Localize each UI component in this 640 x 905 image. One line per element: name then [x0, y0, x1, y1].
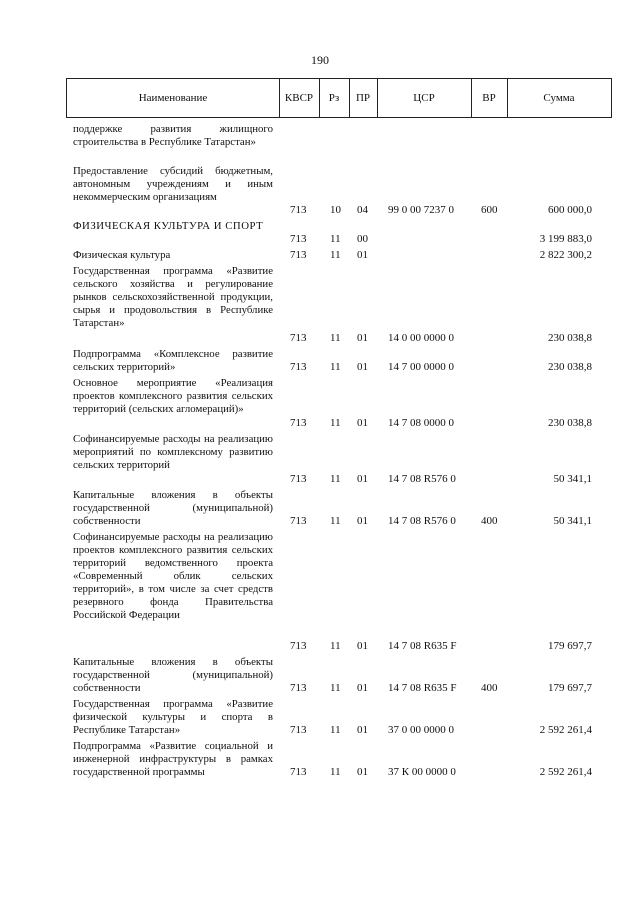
row-sum: 179 697,7 — [548, 682, 592, 694]
row-name: Предоставление субсидий бюджетным, автономным учреждениям и иным некоммерческим организациям — [73, 165, 273, 203]
row-pr: 01 — [357, 640, 368, 652]
header-csr: ЦСР — [377, 79, 472, 117]
row-name: Капитальные вложения в объекты государственной (муниципальной) собственности — [73, 489, 273, 527]
row-rz: 10 — [330, 204, 341, 216]
row-rz: 11 — [330, 682, 341, 694]
row-csr: 14 7 08 R576 0 — [388, 473, 456, 485]
row-vr: 400 — [481, 682, 498, 694]
header-kvsr: КВСР — [279, 79, 320, 117]
row-name: Капитальные вложения в объекты государственной (муниципальной) собственности — [73, 656, 273, 694]
row-pr: 01 — [357, 682, 368, 694]
header-name: Наименование — [67, 79, 280, 117]
row-sum: 2 592 261,4 — [539, 766, 592, 778]
row-rz: 11 — [330, 515, 341, 527]
row-sum: 230 038,8 — [548, 417, 592, 429]
row-pr: 01 — [357, 473, 368, 485]
row-kvsr: 713 — [290, 766, 307, 778]
row-csr: 14 7 08 R576 0 — [388, 515, 456, 527]
row-sum: 50 341,1 — [553, 473, 592, 485]
header-sum: Сумма — [543, 92, 575, 104]
row-kvsr: 713 — [290, 417, 307, 429]
row-name: ФИЗИЧЕСКАЯ КУЛЬТУРА И СПОРТ — [73, 220, 264, 232]
row-vr: 600 — [481, 204, 498, 216]
header-vr: ВР — [471, 79, 508, 117]
row-pr: 00 — [357, 233, 368, 245]
row-sum: 3 199 883,0 — [539, 233, 592, 245]
row-rz: 11 — [330, 473, 341, 485]
row-rz: 11 — [330, 249, 341, 261]
row-name: поддержке развития жилищного строительства в Республике Татарстан» — [73, 123, 273, 148]
row-rz: 11 — [330, 233, 341, 245]
row-name: Государственная программа «Развитие сельского хозяйства и регулирование рынков сельскохозяйственной продукции, сырья и продовольствия в Республике Татарстан» — [73, 265, 273, 329]
row-kvsr: 713 — [290, 724, 307, 736]
row-csr: 37 К 00 0000 0 — [388, 766, 456, 778]
row-kvsr: 713 — [290, 332, 307, 344]
row-kvsr: 713 — [290, 361, 307, 373]
row-csr: 14 7 08 R635 F — [388, 640, 457, 652]
row-name: Государственная программа «Развитие физической культуры и спорта в Республике Татарстан» — [73, 698, 273, 736]
row-sum: 2 592 261,4 — [539, 724, 592, 736]
row-rz: 11 — [330, 766, 341, 778]
row-name: Физическая культура — [73, 249, 171, 261]
row-rz: 11 — [330, 640, 341, 652]
row-kvsr: 713 — [290, 473, 307, 485]
row-kvsr: 713 — [290, 233, 307, 245]
row-csr: 14 7 00 0000 0 — [388, 361, 454, 373]
row-csr: 37 0 00 0000 0 — [388, 724, 454, 736]
header-pr: ПР — [349, 79, 378, 117]
row-csr: 99 0 00 7237 0 — [388, 204, 454, 216]
row-sum: 230 038,8 — [548, 332, 592, 344]
header-rz: Рз — [319, 79, 350, 117]
row-kvsr: 713 — [290, 515, 307, 527]
row-rz: 11 — [330, 417, 341, 429]
row-name: Подпрограмма «Комплексное развитие сельских территорий» — [73, 348, 273, 373]
row-sum: 179 697,7 — [548, 640, 592, 652]
row-pr: 01 — [357, 332, 368, 344]
row-pr: 01 — [357, 766, 368, 778]
row-sum: 2 822 300,2 — [539, 249, 592, 261]
row-kvsr: 713 — [290, 204, 307, 216]
row-csr: 14 7 08 R635 F — [388, 682, 457, 694]
row-kvsr: 713 — [290, 682, 307, 694]
row-name: Подпрограмма «Развитие социальной и инженерной инфраструктуры в рамках государственной программы — [73, 740, 273, 778]
row-csr: 14 7 08 0000 0 — [388, 417, 454, 429]
row-name: Софинансируемые расходы на реализацию проектов комплексного развития сельских территорий ведомственного проекта «Современный облик сельских территорий», в том числе за счет средств резервного фонда Правительства Российской Федерации — [73, 531, 273, 621]
row-kvsr: 713 — [290, 249, 307, 261]
row-pr: 01 — [357, 417, 368, 429]
row-pr: 01 — [357, 361, 368, 373]
row-rz: 11 — [330, 724, 341, 736]
row-name: Софинансируемые расходы на реализацию мероприятий по комплексному развитию сельских территорий — [73, 433, 273, 471]
row-name: Основное мероприятие «Реализация проектов комплексного развития сельских территорий (сельских агломераций)» — [73, 377, 273, 415]
page-number: 190 — [311, 53, 329, 67]
row-rz: 11 — [330, 332, 341, 344]
row-sum: 600 000,0 — [548, 204, 592, 216]
row-pr: 01 — [357, 515, 368, 527]
row-vr: 400 — [481, 515, 498, 527]
row-kvsr: 713 — [290, 640, 307, 652]
row-sum: 50 341,1 — [553, 515, 592, 527]
row-pr: 04 — [357, 204, 368, 216]
row-csr: 14 0 00 0000 0 — [388, 332, 454, 344]
row-sum: 230 038,8 — [548, 361, 592, 373]
row-rz: 11 — [330, 361, 341, 373]
row-pr: 01 — [357, 724, 368, 736]
row-pr: 01 — [357, 249, 368, 261]
